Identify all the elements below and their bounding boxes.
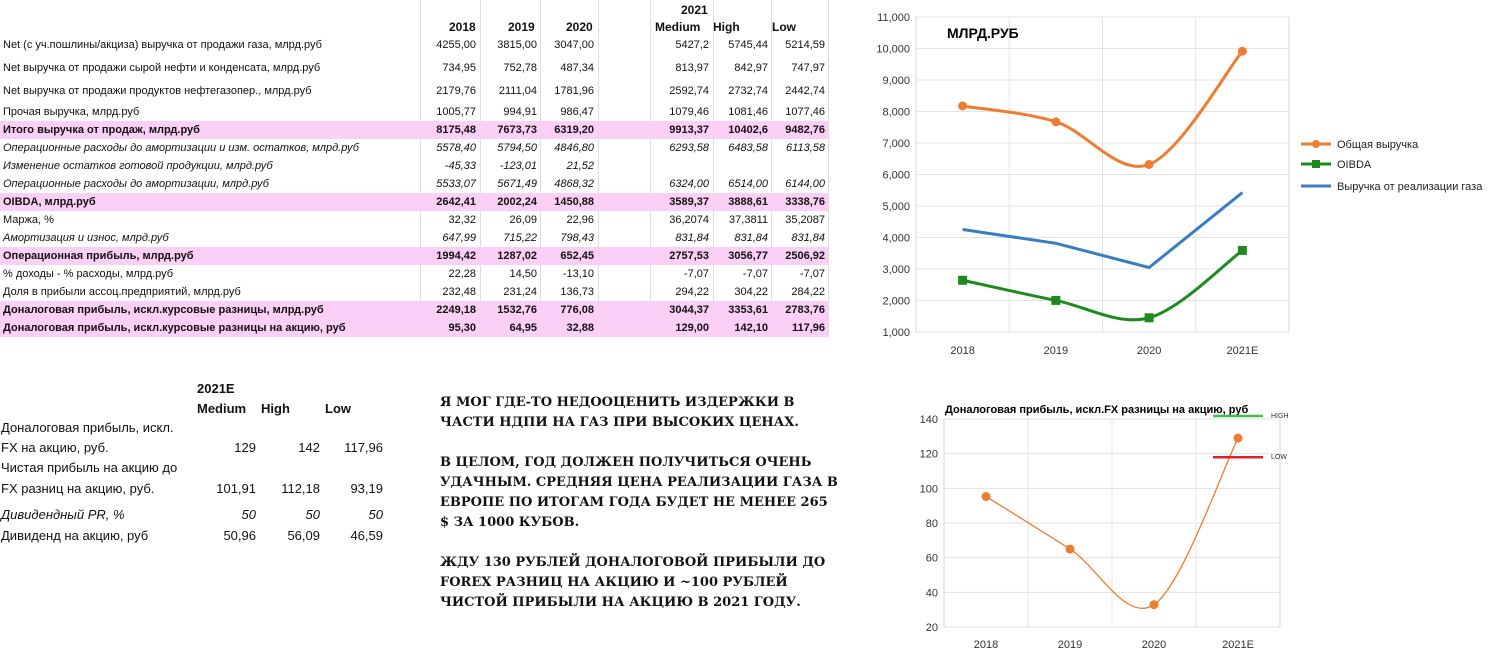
table-cell: 2002,24 — [497, 196, 537, 208]
table-cell: 64,95 — [509, 322, 537, 334]
legend-marker — [1312, 140, 1320, 148]
data-point — [1238, 47, 1247, 56]
lower-row-label: FX разниц на акцию, руб. — [1, 481, 155, 496]
row-label: Net (с уч.пошлины/акциза) выручка от продажи газа, млрд.руб — [3, 39, 322, 51]
legend-label: Выручка от реализации газа — [1337, 181, 1483, 193]
lower-table-cell: 101,91 — [216, 481, 256, 496]
table-cell: 1450,88 — [554, 196, 594, 208]
table-cell: 2783,76 — [785, 304, 825, 316]
y-tick-label: 140 — [919, 414, 938, 426]
row-label: Операционные расходы до амортизации, млрд.руб — [3, 178, 269, 190]
x-tick-label: 2021E — [1222, 639, 1254, 651]
x-tick-label: 2020 — [1136, 345, 1162, 357]
table-cell: 842,97 — [734, 62, 768, 74]
y-tick-label: 10,000 — [876, 43, 910, 56]
x-tick-label: 2020 — [1141, 639, 1167, 651]
table-cell: 117,96 — [791, 322, 825, 334]
lower-table-cell: 112,18 — [281, 481, 320, 496]
table-cell: 3888,61 — [728, 196, 768, 208]
table-cell: 2732,74 — [728, 85, 768, 97]
table-cell: 95,30 — [448, 322, 476, 334]
table-cell: 2506,92 — [785, 250, 825, 262]
table-cell: 1005,77 — [436, 106, 476, 118]
column-group-header: 2021 — [681, 3, 708, 17]
column-header: Medium — [655, 20, 701, 34]
table-row — [0, 265, 828, 283]
table-cell: 5214,59 — [785, 39, 825, 51]
table-row — [0, 283, 828, 301]
y-tick-label: 120 — [919, 448, 938, 461]
table-row — [0, 175, 828, 193]
table-cell: 994,91 — [503, 106, 537, 118]
table-cell: 35,2087 — [785, 214, 825, 226]
table-cell: 9913,37 — [669, 124, 709, 136]
data-point — [1066, 545, 1075, 554]
column-header: 2018 — [449, 20, 476, 34]
table-cell: 831,84 — [675, 232, 709, 244]
row-label: Net выручка от продажи сырой нефти и конденсата, млрд.руб — [3, 62, 321, 74]
chart-title: МЛРД.РУБ — [947, 25, 1019, 41]
table-cell: 294,22 — [675, 286, 709, 298]
table-cell: 3815,00 — [497, 39, 537, 51]
lower-column-header: High — [261, 401, 290, 416]
table-cell: -7,07 — [683, 268, 709, 280]
table-cell: 715,22 — [503, 232, 537, 244]
lower-row-label: Доналоговая прибыль, искл. — [1, 420, 174, 435]
y-tick-label: 3,000 — [882, 264, 910, 276]
table-cell: -123,01 — [499, 160, 537, 172]
table-cell: 2757,53 — [669, 250, 709, 262]
table-cell: 136,73 — [560, 286, 594, 298]
data-point — [1051, 117, 1060, 126]
lower-row-label: FX на акцию, руб. — [1, 440, 109, 455]
table-cell: 3353,61 — [728, 304, 768, 316]
row-label: Маржа, % — [3, 214, 54, 226]
table-cell: 2111,04 — [498, 85, 537, 97]
y-tick-label: 100 — [919, 483, 938, 496]
table-cell: 6483,58 — [728, 142, 768, 154]
table-cell: 2442,74 — [785, 85, 825, 97]
table-cell: 4846,80 — [554, 142, 594, 154]
table-cell: 32,88 — [566, 322, 594, 334]
y-tick-label: 60 — [925, 552, 938, 565]
table-cell: 752,78 — [503, 62, 537, 74]
lower-table-cell: 50 — [241, 507, 256, 522]
data-point — [1238, 246, 1247, 255]
revenue-oibda-chart — [855, 5, 1505, 365]
table-row — [0, 229, 828, 247]
table-cell: 798,43 — [560, 232, 594, 244]
column-divider — [828, 0, 829, 338]
table-row — [0, 121, 828, 139]
table-cell: 5578,40 — [436, 142, 476, 154]
data-point — [1145, 160, 1154, 169]
row-label: % доходы - % расходы, млрд.руб — [3, 268, 174, 280]
lower-table-cell: 50,96 — [223, 528, 256, 543]
table-cell: 3338,76 — [785, 196, 825, 208]
table-cell: 1079,46 — [669, 106, 709, 118]
lower-table-cell: 129 — [234, 440, 256, 455]
table-cell: 831,84 — [791, 232, 825, 244]
table-cell: 5671,49 — [497, 178, 537, 190]
table-row — [0, 59, 828, 77]
lower-table-cell: 93,19 — [350, 481, 383, 496]
table-cell: 1081,46 — [728, 106, 768, 118]
chart-title: Доналоговая прибыль, искл.FX разницы на акцию, руб — [945, 404, 1249, 416]
table-cell: 32,32 — [448, 214, 476, 226]
table-cell: 6113,58 — [786, 142, 825, 154]
data-point — [958, 101, 967, 110]
table-cell: 5794,50 — [497, 142, 537, 154]
table-cell: 2249,18 — [436, 304, 476, 316]
table-row — [0, 157, 828, 175]
y-tick-label: 6,000 — [882, 169, 910, 182]
lower-column-header: Medium — [197, 401, 247, 416]
table-cell: 5533,07 — [436, 178, 476, 190]
data-point — [982, 492, 991, 501]
lower-table-cell: 50 — [305, 507, 320, 522]
table-cell: 986,47 — [560, 106, 594, 118]
lower-table-cell: 50 — [368, 507, 383, 522]
table-cell: -7,07 — [799, 268, 825, 280]
column-header: 2019 — [508, 20, 535, 34]
y-tick-label: 80 — [925, 518, 938, 530]
table-cell: -45,33 — [444, 160, 476, 172]
lower-column-header: Low — [325, 401, 351, 416]
x-tick-label: 2019 — [1057, 639, 1083, 651]
y-tick-label: 40 — [925, 587, 938, 600]
table-cell: 22,96 — [566, 214, 594, 226]
table-cell: 487,34 — [560, 62, 594, 74]
table-cell: 10402,6 — [728, 124, 768, 136]
table-row — [0, 82, 828, 100]
table-cell: 1287,02 — [497, 250, 537, 262]
lower-table-cell: 56,09 — [287, 528, 320, 543]
row-label: Доналоговая прибыль, искл.курсовые разницы на акцию, руб — [3, 322, 346, 334]
table-cell: -7,07 — [742, 268, 768, 280]
table-cell: 776,08 — [560, 304, 594, 316]
table-cell: 813,97 — [675, 62, 709, 74]
table-row — [0, 247, 828, 265]
column-header: Low — [772, 20, 796, 34]
lower-table-header: 2021E — [197, 381, 235, 396]
commentary-paragraph-3: ЖДУ 130 РУБЛЕЙ ДОНАЛОГОВОЙ ПРИБЫЛИ ДО FOREX РАЗНИЦ НА АКЦИЮ И ~100 РУБЛЕЙ ЧИСТОЙ ПРИБЫЛИ НА АКЦИЮ В 2021 ГОДУ. — [440, 555, 826, 610]
column-header: High — [713, 20, 740, 34]
row-label: Операционная прибыль, млрд.руб — [3, 250, 194, 262]
table-cell: -13,10 — [562, 268, 594, 280]
table-cell: 3056,77 — [728, 250, 768, 262]
table-cell: 1077,46 — [785, 106, 825, 118]
pretax-profit-per-share-chart — [900, 395, 1300, 654]
table-cell: 5745,44 — [728, 39, 768, 51]
row-label: Доналоговая прибыль, искл.курсовые разницы, млрд.руб — [3, 304, 324, 316]
table-cell: 22,28 — [448, 268, 476, 280]
column-header: 2020 — [566, 20, 593, 34]
data-point — [1051, 296, 1060, 305]
table-cell: 129,00 — [675, 322, 709, 334]
data-point — [1234, 434, 1243, 443]
y-tick-label: 1,000 — [882, 327, 910, 339]
table-row — [0, 36, 828, 54]
lower-row-label: Дивидендный PR, % — [1, 507, 125, 522]
table-cell: 1532,76 — [497, 304, 537, 316]
reference-label: LOW — [1271, 454, 1287, 462]
y-tick-label: 7,000 — [882, 138, 910, 150]
commentary-paragraph-1: Я МОГ ГДЕ-ТО НЕДООЦЕНИТЬ ИЗДЕРЖКИ В ЧАСТИ НДПИ НА ГАЗ ПРИ ВЫСОКИХ ЦЕНАХ. — [440, 395, 799, 430]
y-tick-label: 4,000 — [882, 232, 910, 245]
lower-row-label: Дивиденд на акцию, руб — [1, 528, 149, 543]
commentary — [440, 393, 840, 633]
data-point — [958, 276, 967, 285]
table-cell: 1994,42 — [436, 250, 476, 262]
x-tick-label: 2019 — [1043, 345, 1069, 357]
y-tick-label: 11,000 — [877, 12, 910, 24]
y-tick-label: 5,000 — [882, 201, 910, 213]
table-cell: 734,95 — [442, 62, 476, 74]
table-cell: 5427,2 — [675, 39, 709, 51]
row-label: Итого выручка от продаж, млрд.руб — [3, 124, 200, 136]
legend-label: Общая выручка — [1337, 139, 1419, 151]
y-tick-label: 8,000 — [882, 106, 910, 119]
table-cell: 284,22 — [791, 286, 825, 298]
lower-table-cell: 46,59 — [350, 528, 383, 543]
row-label: Изменение остатков готовой продукции, млрд.руб — [3, 160, 273, 172]
legend-label: OIBDA — [1337, 159, 1372, 171]
data-point — [1145, 313, 1154, 322]
data-point — [1150, 600, 1159, 609]
legend-marker — [1312, 160, 1320, 168]
table-cell: 231,24 — [503, 286, 537, 298]
table-cell: 6324,00 — [669, 178, 709, 190]
row-label: Net выручка от продажи продуктов нефтегазопер., млрд.руб — [3, 85, 312, 97]
table-cell: 2179,76 — [436, 85, 476, 97]
table-cell: 6144,00 — [785, 178, 825, 190]
table-cell: 4255,00 — [436, 39, 476, 51]
table-cell: 1781,96 — [554, 85, 594, 97]
table-row — [0, 103, 828, 121]
table-cell: 6514,00 — [728, 178, 768, 190]
table-cell: 8175,48 — [436, 124, 476, 136]
table-cell: 14,50 — [509, 268, 537, 280]
table-cell: 3044,37 — [669, 304, 709, 316]
table-cell: 4868,32 — [554, 178, 594, 190]
table-cell: 7673,73 — [497, 124, 537, 136]
commentary-paragraph-2: В ЦЕЛОМ, ГОД ДОЛЖЕН ПОЛУЧИТЬСЯ ОЧЕНЬ УДАЧНЫМ. СРЕДНЯЯ ЦЕНА РЕАЛИЗАЦИИ ГАЗА В ЕВРОПЕ ПО ИТОГАМ ГОДА БУДЕТ НЕ МЕНЕЕ 265 $ ЗА 1000 КУБОВ. — [440, 455, 838, 530]
y-tick-label: 9,000 — [882, 75, 910, 87]
row-label: Операционные расходы до амортизации и изм. остатков, млрд.руб — [3, 142, 359, 154]
row-label: Амортизация и износ, млрд.руб — [3, 232, 169, 244]
lower-table-cell: 142 — [298, 440, 320, 455]
row-label: OIBDA, млрд.руб — [3, 196, 96, 208]
table-cell: 831,84 — [734, 232, 768, 244]
reference-label: HIGH — [1271, 413, 1289, 420]
y-tick-label: 20 — [925, 622, 938, 634]
table-cell: 9482,76 — [785, 124, 825, 136]
x-tick-label: 2021E — [1226, 345, 1259, 357]
table-cell: 142,10 — [734, 322, 768, 334]
x-tick-label: 2018 — [950, 345, 975, 357]
table-cell: 747,97 — [791, 62, 825, 74]
table-cell: 652,45 — [560, 250, 594, 262]
table-cell: 6319,20 — [554, 124, 594, 136]
table-cell: 2592,74 — [669, 85, 709, 97]
x-tick-label: 2018 — [973, 639, 999, 651]
lower-row-label: Чистая прибыль на акцию до — [1, 460, 178, 475]
table-row — [0, 211, 828, 229]
row-label: Доля в прибыли ассоц.предприятий, млрд.руб — [3, 286, 241, 298]
table-cell: 3047,00 — [554, 39, 594, 51]
table-cell: 3589,37 — [669, 196, 709, 208]
table-cell: 232,48 — [442, 286, 476, 298]
table-cell: 6293,58 — [669, 142, 709, 154]
table-cell: 647,99 — [442, 232, 476, 244]
table-cell: 21,52 — [566, 160, 594, 172]
y-tick-label: 2,000 — [882, 295, 910, 308]
table-row — [0, 193, 828, 211]
table-row — [0, 301, 828, 319]
table-cell: 2642,41 — [436, 196, 476, 208]
table-row — [0, 319, 828, 337]
table-cell: 36,2074 — [669, 214, 709, 226]
table-cell: 304,22 — [734, 286, 768, 298]
table-cell: 26,09 — [509, 214, 537, 226]
table-cell: 37,3811 — [729, 214, 768, 226]
row-label: Прочая выручка, млрд.руб — [3, 106, 140, 118]
table-row — [0, 139, 828, 157]
lower-table-cell: 117,96 — [344, 440, 383, 455]
